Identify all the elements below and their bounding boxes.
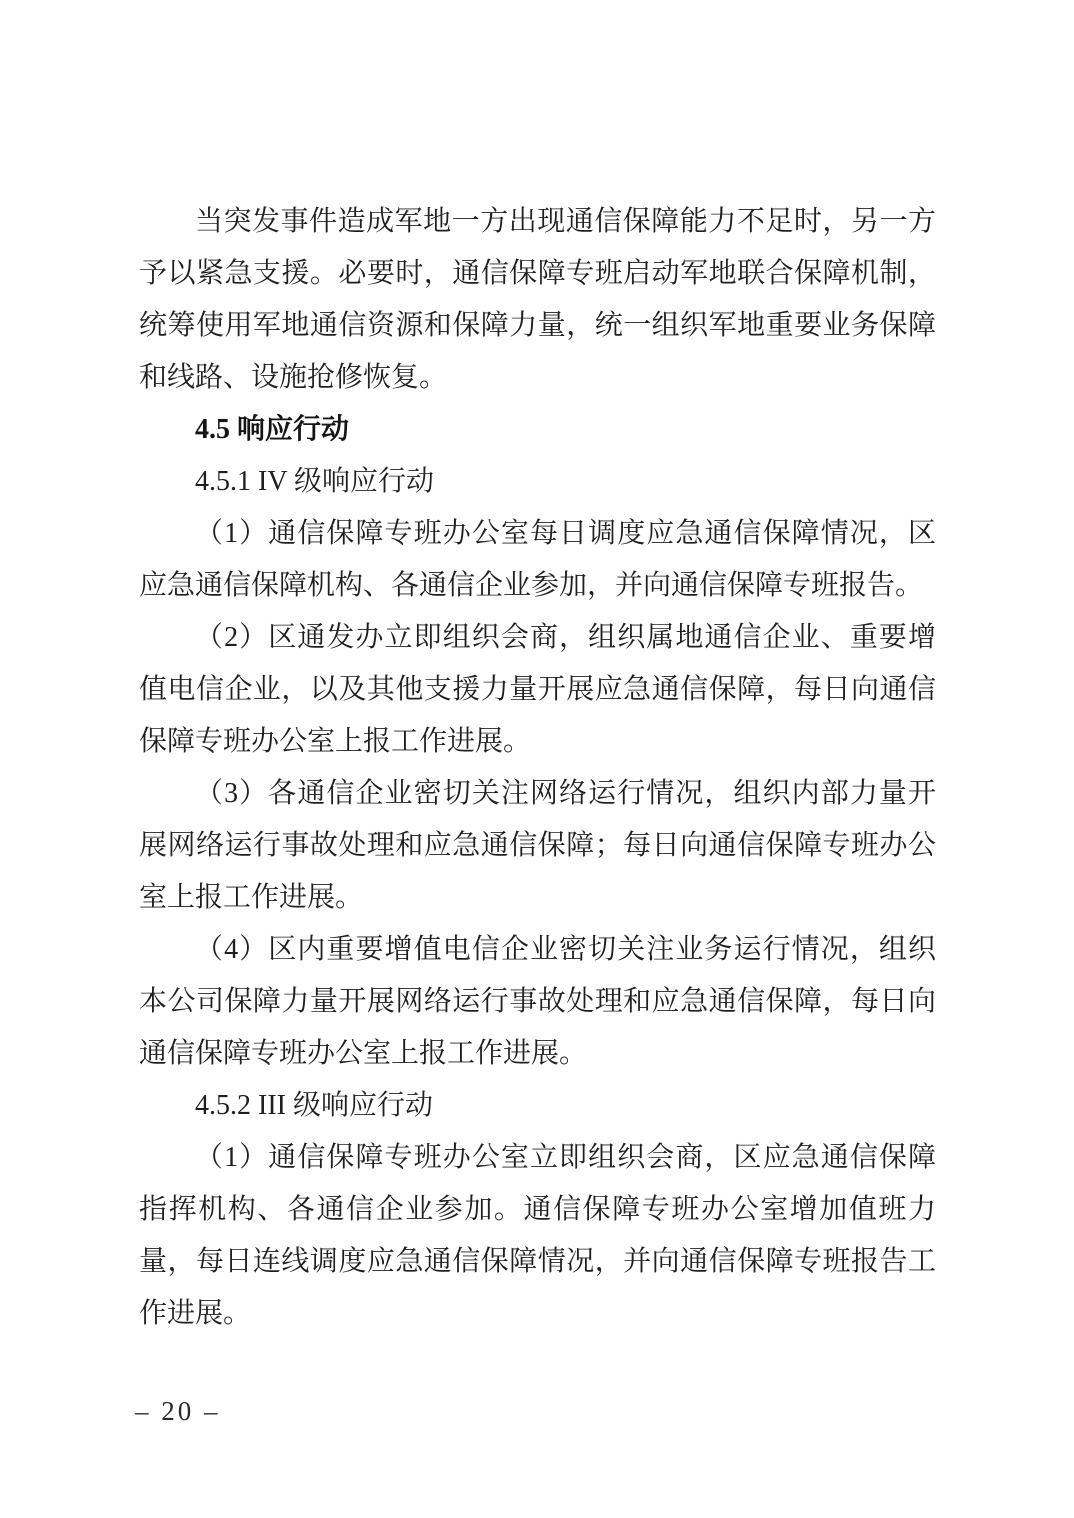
document-body [139, 196, 936, 1340]
section-heading-4-5-2: 4.5.2 III 级响应行动 [195, 1090, 433, 1121]
paragraph-iv-item-4: （4）区内重要增值电信企业密切关注业务运行情况，组织本公司保障力量开展网络运行事故处理和应急通信保障，每日向通信保障专班办公室上报工作进展。 [139, 934, 936, 1069]
paragraph-iv-item-2: （2）区通发办立即组织会商，组织属地通信企业、重要增值电信企业，以及其他支援力量开展应急通信保障，每日向通信保障专班办公室上报工作进展。 [139, 622, 936, 757]
section-heading-4-5-1: 4.5.1 IV 级响应行动 [195, 466, 435, 497]
page-number: – 20 – [135, 1396, 221, 1426]
paragraph-military-support: 当突发事件造成军地一方出现通信保障能力不足时，另一方予以紧急支援。必要时，通信保障专班启动军地联合保障机制，统筹使用军地通信资源和保障力量，统一组织军地重要业务保障和线路、设施抢修恢复。 [139, 206, 936, 393]
paragraph-iv-item-1: （1）通信保障专班办公室每日调度应急通信保障情况，区应急通信保障机构、各通信企业参加，并向通信保障专班报告。 [139, 518, 936, 601]
section-heading-4-5: 4.5 响应行动 [195, 414, 350, 445]
paragraph-iv-item-3: （3）各通信企业密切关注网络运行情况，组织内部力量开展网络运行事故处理和应急通信保障；每日向通信保障专班办公室上报工作进展。 [139, 778, 936, 913]
paragraph-iii-item-1: （1）通信保障专班办公室立即组织会商，区应急通信保障指挥机构、各通信企业参加。通信保障专班办公室增加值班力量，每日连线调度应急通信保障情况，并向通信保障专班报告工作进展。 [139, 1142, 936, 1329]
